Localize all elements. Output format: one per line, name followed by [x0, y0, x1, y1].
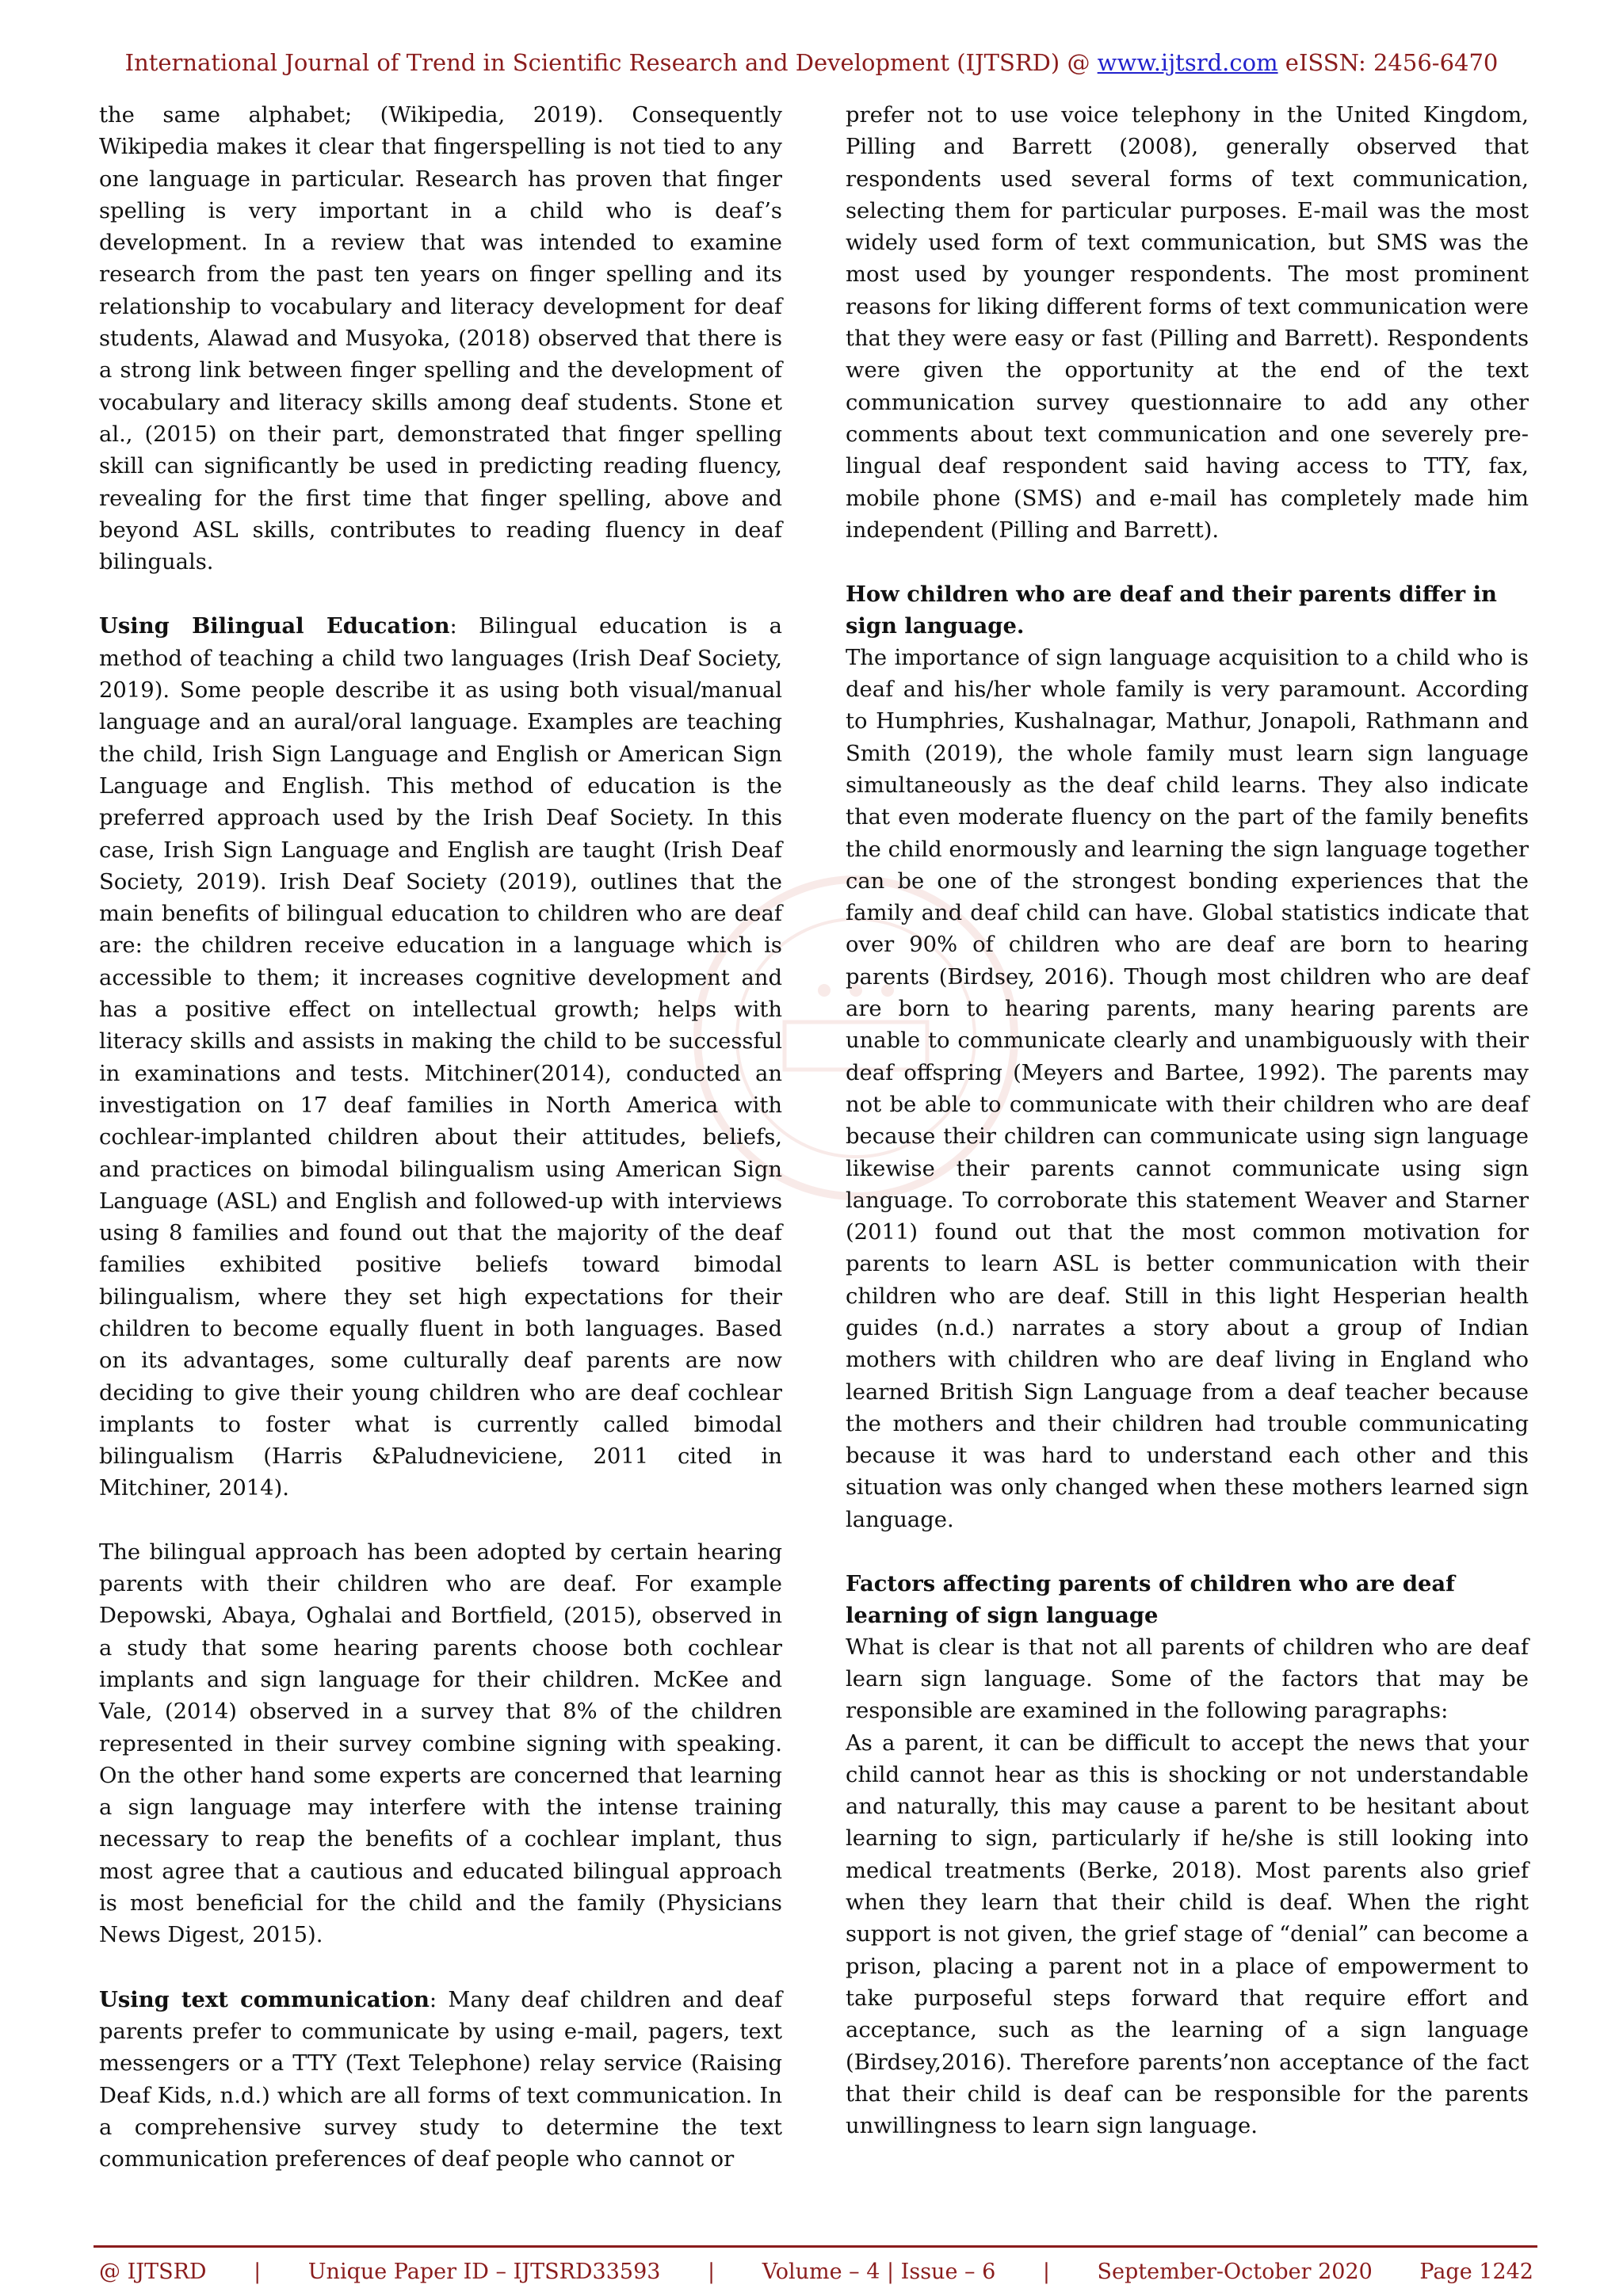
footer-separator: | — [254, 2260, 262, 2284]
paragraph — [99, 1984, 782, 2176]
inline-heading: Using Bilingual Education — [99, 613, 450, 639]
right-column — [846, 100, 1529, 2142]
paragraph — [99, 610, 782, 1505]
footer-separator: | — [1042, 2260, 1050, 2284]
section-heading: Factors affecting parents of children who are deaf learning of sign language — [846, 1571, 1455, 1629]
inline-heading: Using text communication — [99, 1986, 430, 2012]
footer-copyright: @ IJTSRD — [99, 2260, 207, 2284]
journal-website-link[interactable]: www.ijtsrd.com — [1097, 49, 1278, 76]
paragraph-text: : Many deaf children and deaf parents prefer to communicate by using e-mail, pagers, text messengers or a TTY (Text Telephone) relay service (Raising Deaf Kids, n.d.) which are all forms of text communication. In a comprehensive survey study to determine the text communication preferences of deaf people who cannot or — [99, 1987, 782, 2172]
paragraph: As a parent, it can be difficult to accept the news that your child cannot hear as this is shocking or not understandable and naturally, this may cause a parent to be hesitant about learning to sign, particularly if he/she is still looking into medical treatments (Berke, 2018). Most parents also grief when they learn that their child is deaf. When the right support is not given, the grief stage of “denial” can become a prison, placing a parent not in a place of empowerment to take purposeful steps forward that require effort and acceptance, such as the learning of a sign language (Birdsey,2016). Therefore parents’non acceptance of the fact that their child is deaf can be responsible for the parents unwillingness to learn sign language. — [846, 1730, 1529, 2139]
paragraph: The importance of sign language acquisition to a child who is deaf and his/her whole family is very paramount. According to Humphries, Kushalnagar, Mathur, Jonapoli, Rathmann and Smith (2019), the whole family must learn sign language simultaneously as the deaf child learns. They also indicate that even moderate fluency on the part of the family benefits the child enormously and learning the sign language together can be one of the strongest bonding experiences that the family and deaf child can have. Global statistics indicate that over 90% of children who are deaf are born to hearing parents (Birdsey, 2016). Though most children who are deaf are born to hearing parents, many hearing parents are unable to communicate clearly and unambiguously with their deaf offspring (Meyers and Bartee, 1992). The parents may not be able to communicate with their children who are deaf because their children can communicate using sign language likewise their parents cannot communicate using sign language. To corroborate this statement Weaver and Starner (2011) found out that the most common motivation for parents to learn ASL is better communication with their children who are deaf. Still in this light Hesperian health guides (n.d.) narrates a story about a group of Indian mothers with children who are deaf living in England who learned British Sign Language from a deaf teacher because the mothers and their children had trouble communicating because it was hard to understand each other and this situation was only changed when these mothers learned sign language. — [846, 645, 1529, 1532]
journal-name: International Journal of Trend in Scientific Research and Development (IJTSRD) @ — [124, 49, 1098, 76]
paragraph: the same alphabet; (Wikipedia, 2019). Consequently Wikipedia makes it clear that fingerspelling is not tied to any one language in particular. Research has proven that finger spelling is very important in a child who is deaf’s development. In a review that was intended to examine research from the past ten years on finger spelling and its relationship to vocabulary and literacy development for deaf students, Alawad and Musyoka, (2018) observed that there is a strong link between finger spelling and the development of vocabulary and literacy skills among deaf students. Stone et al., (2015) on their part, demonstrated that finger spelling skill can significantly be used in predicting reading fluency, revealing for the first time that finger spelling, above and beyond ASL skills, contributes to reading fluency in deaf bilinguals. — [99, 103, 782, 575]
section-heading: How children who are deaf and their parents differ in sign language. — [846, 582, 1497, 639]
footer-date: September-October 2020 — [1097, 2260, 1373, 2284]
paragraph: What is clear is that not all parents of children who are deaf learn sign language. Some of the factors that may be responsible are examined in the following paragraphs: — [846, 1634, 1529, 1724]
footer-paper-id: Unique Paper ID – IJTSRD33593 — [307, 2260, 661, 2284]
footer-volume-issue: Volume – 4 | Issue – 6 — [762, 2260, 996, 2284]
footer-page-number: Page 1242 — [1419, 2260, 1533, 2284]
paragraph: The bilingual approach has been adopted by certain hearing parents with their children who are deaf. For example Depowski, Abaya, Oghalai and Bortfield, (2015), observed in a study that some hearing parents choose both cochlear implants and sign language for their children. McKee and Vale, (2014) observed in a survey that 8% of the children represented in their survey combine signing with speaking. On the other hand some experts are concerned that learning a sign language may interfere with the intense training necessary to reap the benefits of a cochlear implant, thus most agree that a cautious and educated bilingual approach is most beneficial for the child and the family (Physicians News Digest, 2015). — [99, 1539, 782, 1948]
left-column — [99, 100, 782, 2176]
paragraph-text: : Bilingual education is a method of teaching a child two languages (Irish Deaf Society, 2019). Some people describe it as using both visual/manual language and an aural/oral language. Examples are teaching the child, Irish Sign Language and English or American Sign Language and English. This method of education is the preferred approach used by the Irish Deaf Society. In this case, Irish Sign Language and English are taught (Irish Deaf Society, 2019). Irish Deaf Society (2019), outlines that the main benefits of bilingual education to children who are deaf are: the children receive education in a language which is accessible to them; it increases cognitive development and has a positive effect on intellectual growth; helps with literacy skills and assists in making the child to be successful in examinations and tests. Mitchiner(2014), conducted an investigation on 17 deaf families in North America with cochlear-implanted children about their attitudes, beliefs, and practices on bimodal bilingualism using American Sign Language (ASL) and English and followed-up with interviews using 8 families and found out that the majority of the deaf families exhibited positive beliefs toward bimodal bilingualism, where they set high expectations for their children to become equally fluent in both languages. Based on its advantages, some culturally deaf parents are now deciding to give their young children who are deaf cochlear implants to foster what is currently called bimodal bilingualism (Harris &Paludneviciene, 2011 cited in Mitchiner, 2014). — [99, 614, 782, 1501]
issn: eISSN: 2456-6470 — [1277, 49, 1499, 76]
running-footer — [99, 2260, 1533, 2284]
running-header — [0, 49, 1623, 76]
paragraph: prefer not to use voice telephony in the United Kingdom, Pilling and Barrett (2008), generally observed that respondents used several forms of text communication, selecting them for particular purposes. E-mail was the most widely used form of text communication, but SMS was the most used by younger respondents. The most prominent reasons for liking different forms of text communication were that they were easy or fast (Pilling and Barrett). Respondents were given the opportunity at the end of the text communication survey questionnaire to add any other comments about text communication and one severely pre-lingual deaf respondent said having access to TTY, fax, mobile phone (SMS) and e-mail has completely made him independent (Pilling and Barrett). — [846, 103, 1529, 543]
footer-divider — [94, 2245, 1537, 2248]
footer-separator: | — [708, 2260, 716, 2284]
